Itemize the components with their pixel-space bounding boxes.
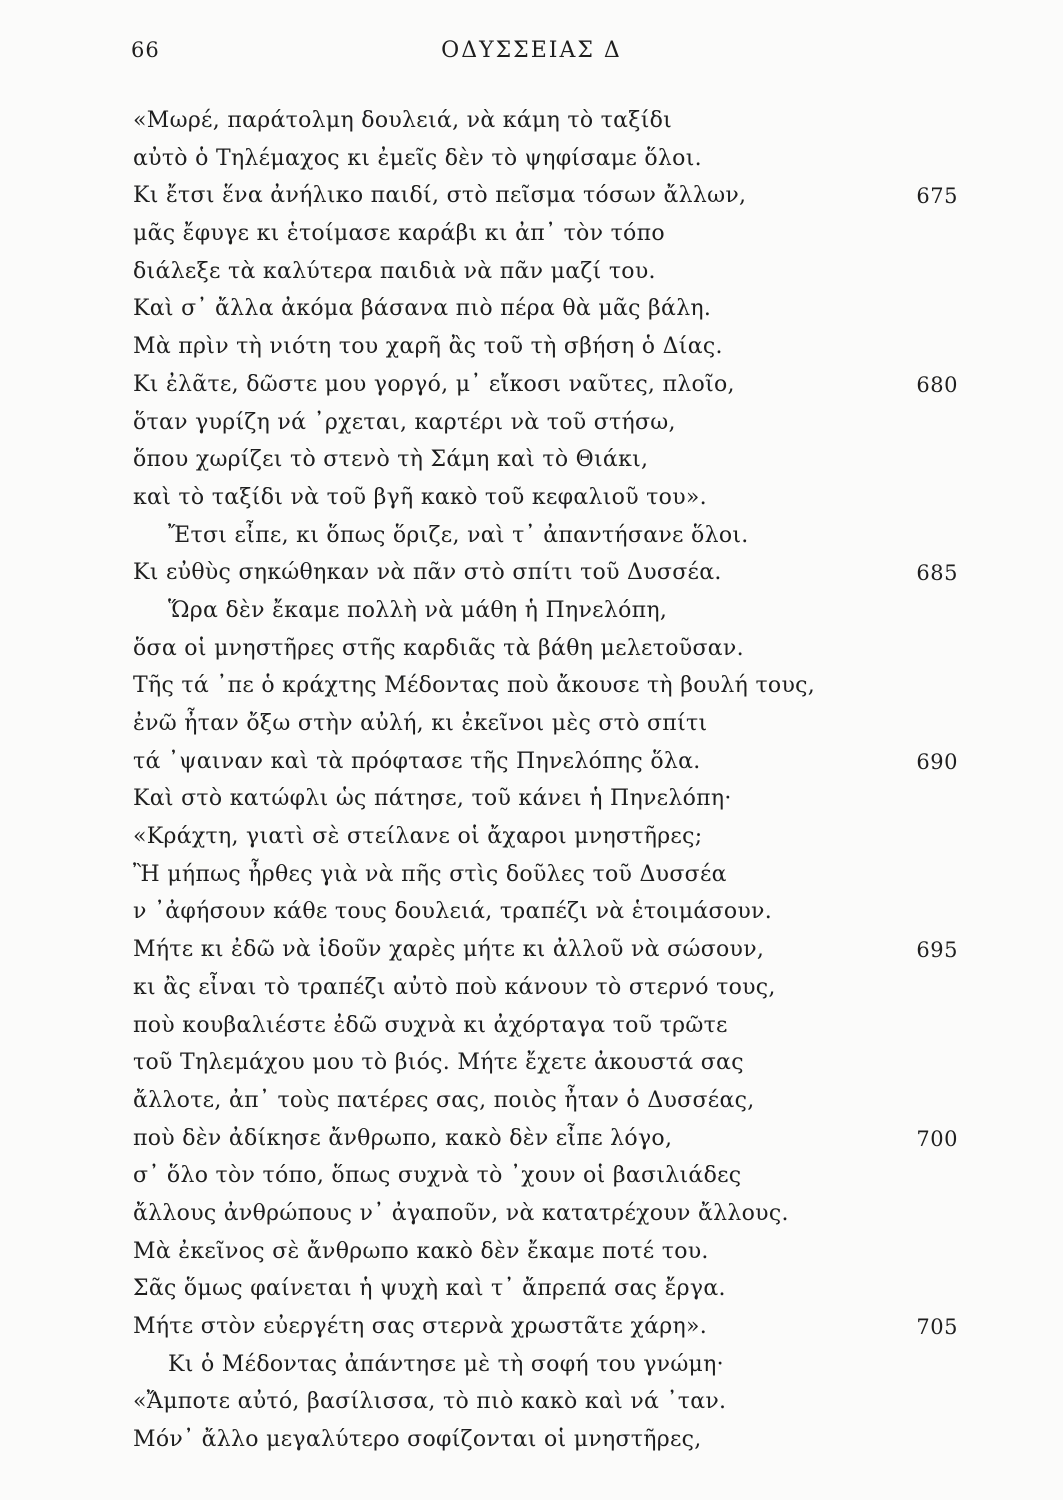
line-number: 680 [916,372,958,397]
verse-line [0,1124,1063,1162]
verse-text: Μήτε στὸν εὐεργέτη σας στερνὰ χρωστᾶτε χάρη». [133,1314,708,1339]
verse-line [0,521,1063,559]
verse-line [0,1274,1063,1312]
verse-text: ὅσα οἱ μνηστῆρες στῆς καρδιᾶς τὰ βάθη μελετοῦσαν. [133,635,744,661]
verse-line [0,1199,1063,1237]
page-number: 66 [131,38,160,62]
verse-line [0,558,1063,596]
line-number: 690 [916,749,958,774]
verse-text: διάλεξε τὰ καλύτερα παιδιὰ νὰ πᾶν μαζί του. [133,258,656,284]
verse-line [0,483,1063,521]
verse-text: Ὥρα δὲν ἔκαμε πολλὴ νὰ μάθη ἡ Πηνελόπη, [168,597,668,623]
verse-text: σ᾽ ὅλο τὸν τόπο, ὅπως συχνὰ τὸ ᾽χουν οἱ βασιλιάδες [133,1163,742,1189]
verse-text: ποὺ δὲν ἀδίκησε ἄνθρωπο, κακὸ δὲν εἶπε λόγο, [133,1125,673,1151]
verse-line [0,860,1063,898]
line-number: 695 [916,938,958,963]
verse-text: «Μωρέ, παράτολμη δουλειά, νὰ κάμη τὸ ταξίδι [133,108,673,133]
verse-line [0,370,1063,408]
verse-line [0,634,1063,672]
verse-text: ν ᾽ἀφήσουν κάθε τους δουλειά, τραπέζι νὰ ἑτοιμάσουν. [133,899,773,925]
verse-text: Κι ἐλᾶτε, δῶστε μου γοργό, μ᾽ εἴκοσι ναῦτες, πλοῖο, [133,371,735,397]
verse-text: Σᾶς ὅμως φαίνεται ἡ ψυχὴ καὶ τ᾽ ἄπρεπά σας ἔργα. [133,1276,726,1302]
verse-line [0,973,1063,1011]
verse-text: Κι εὐθὺς σηκώθηκαν νὰ πᾶν στὸ σπίτι τοῦ Δυσσέα. [133,560,722,586]
verse-text: Ἢ μήπως ἦρθες γιὰ νὰ πῆς στὶς δοῦλες τοῦ Δυσσέα [133,861,727,887]
verse-line [0,897,1063,935]
verse-text: Μὰ ἐκεῖνος σὲ ἄνθρωπο κακὸ δὲν ἔκαμε ποτέ του. [133,1238,709,1264]
verse-text: Μὰ πρὶν τὴ νιότη του χαρῆ ἂς τοῦ τὴ σβήση ὁ Δίας. [133,334,723,360]
verse-line [0,1011,1063,1049]
verse-line [0,1312,1063,1350]
verse-line [0,181,1063,219]
verse-text: τοῦ Τηλεμάχου μου τὸ βιός. Μήτε ἔχετε ἀκουστά σας [133,1050,744,1076]
verse-line [0,219,1063,257]
verse-line [0,332,1063,370]
verse-line [0,1387,1063,1425]
verse-text: ἄλλοτε, ἀπ᾽ τοὺς πατέρες σας, ποιὸς ἦταν ὁ Δυσσέας, [133,1087,755,1113]
verse-text: ποὺ κουβαλιέστε ἐδῶ συχνὰ κι ἀχόρταγα τοῦ τρῶτε [133,1012,728,1038]
verse-text: Μήτε κι ἐδῶ νὰ ἰδοῦν χαρὲς μήτε κι ἀλλοῦ νὰ σώσουν, [133,937,765,963]
book-title: ΟΔΥΣΣΕΙΑΣ Δ [441,38,622,63]
verse-line [0,709,1063,747]
verse-line [0,822,1063,860]
verse-line [0,445,1063,483]
verse-text: τά ᾽ψαιναν καὶ τὰ πρόφτασε τῆς Πηνελόπης ὅλα. [133,748,701,774]
verse-line [0,1161,1063,1199]
verse-line [0,747,1063,785]
verse-line [0,1425,1063,1463]
verse-line [0,935,1063,973]
verse-text: ὅπου χωρίζει τὸ στενὸ τὴ Σάμη καὶ τὸ Θιάκι, [133,447,649,473]
verse-text: Ἔτσι εἶπε, κι ὅπως ὅριζε, ναὶ τ᾽ ἀπαντήσανε ὅλοι. [168,522,749,548]
verse-line [0,1237,1063,1275]
verse-block [0,106,1063,1463]
verse-text: Κι ὁ Μέδοντας ἀπάντησε μὲ τὴ σοφή του γνώμη· [168,1351,724,1377]
verse-line [0,294,1063,332]
verse-text: ἄλλους ἀνθρώπους ν᾽ ἀγαποῦν, νὰ κατατρέχουν ἄλλους. [133,1200,789,1226]
verse-line [0,1048,1063,1086]
verse-line [0,106,1063,144]
verse-line [0,596,1063,634]
verse-line [0,671,1063,709]
verse-line [0,144,1063,182]
verse-text: Μόν᾽ ἄλλο μεγαλύτερο σοφίζονται οἱ μνηστῆρες, [133,1427,702,1453]
verse-text: Καὶ σ᾽ ἄλλα ἀκόμα βάσανα πιὸ πέρα θὰ μᾶς βάλη. [133,296,712,322]
verse-text: ἐνῶ ἦταν ὄξω στὴν αὐλή, κι ἐκεῖνοι μὲς στὸ σπίτι [133,711,708,736]
verse-text: μᾶς ἔφυγε κι ἑτοίμασε καράβι κι ἀπ᾽ τὸν τόπο [133,221,665,247]
verse-text: καὶ τὸ ταξίδι νὰ τοῦ βγῆ κακὸ τοῦ κεφαλιοῦ του». [133,484,707,510]
verse-line [0,1086,1063,1124]
line-number: 705 [916,1315,958,1339]
verse-text: ὅταν γυρίζη νά ᾽ρχεται, καρτέρι νὰ τοῦ στήσω, [133,409,676,435]
verse-line [0,257,1063,295]
verse-text: «Κράχτη, γιατὶ σὲ στείλανε οἱ ἄχαροι μνηστῆρες; [133,824,703,850]
verse-text: κι ἂς εἶναι τὸ τραπέζι αὐτὸ ποὺ κάνουν τὸ στερνό τους, [133,974,776,1000]
verse-line [0,408,1063,446]
line-number: 685 [916,561,958,586]
verse-text: Κι ἔτσι ἕνα ἀνήλικο παιδί, στὸ πεῖσμα τόσων ἄλλων, [133,183,747,209]
line-number: 700 [916,1126,958,1151]
verse-line [0,1350,1063,1388]
verse-line [0,784,1063,822]
verse-text: Καὶ στὸ κατώφλι ὡς πάτησε, τοῦ κάνει ἡ Πηνελόπη· [133,786,732,812]
verse-text: αὐτὸ ὁ Τηλέμαχος κι ἐμεῖς δὲν τὸ ψηφίσαμε ὅλοι. [133,145,702,171]
line-number: 675 [916,184,958,209]
verse-text: Τῆς τά ᾽πε ὁ κράχτης Μέδοντας ποὺ ἄκουσε τὴ βουλή τους, [133,673,816,699]
running-head [0,38,1063,68]
verse-text: «Ἄμποτε αὐτό, βασίλισσα, τὸ πιὸ κακὸ καὶ νά ᾽ταν. [133,1389,727,1415]
